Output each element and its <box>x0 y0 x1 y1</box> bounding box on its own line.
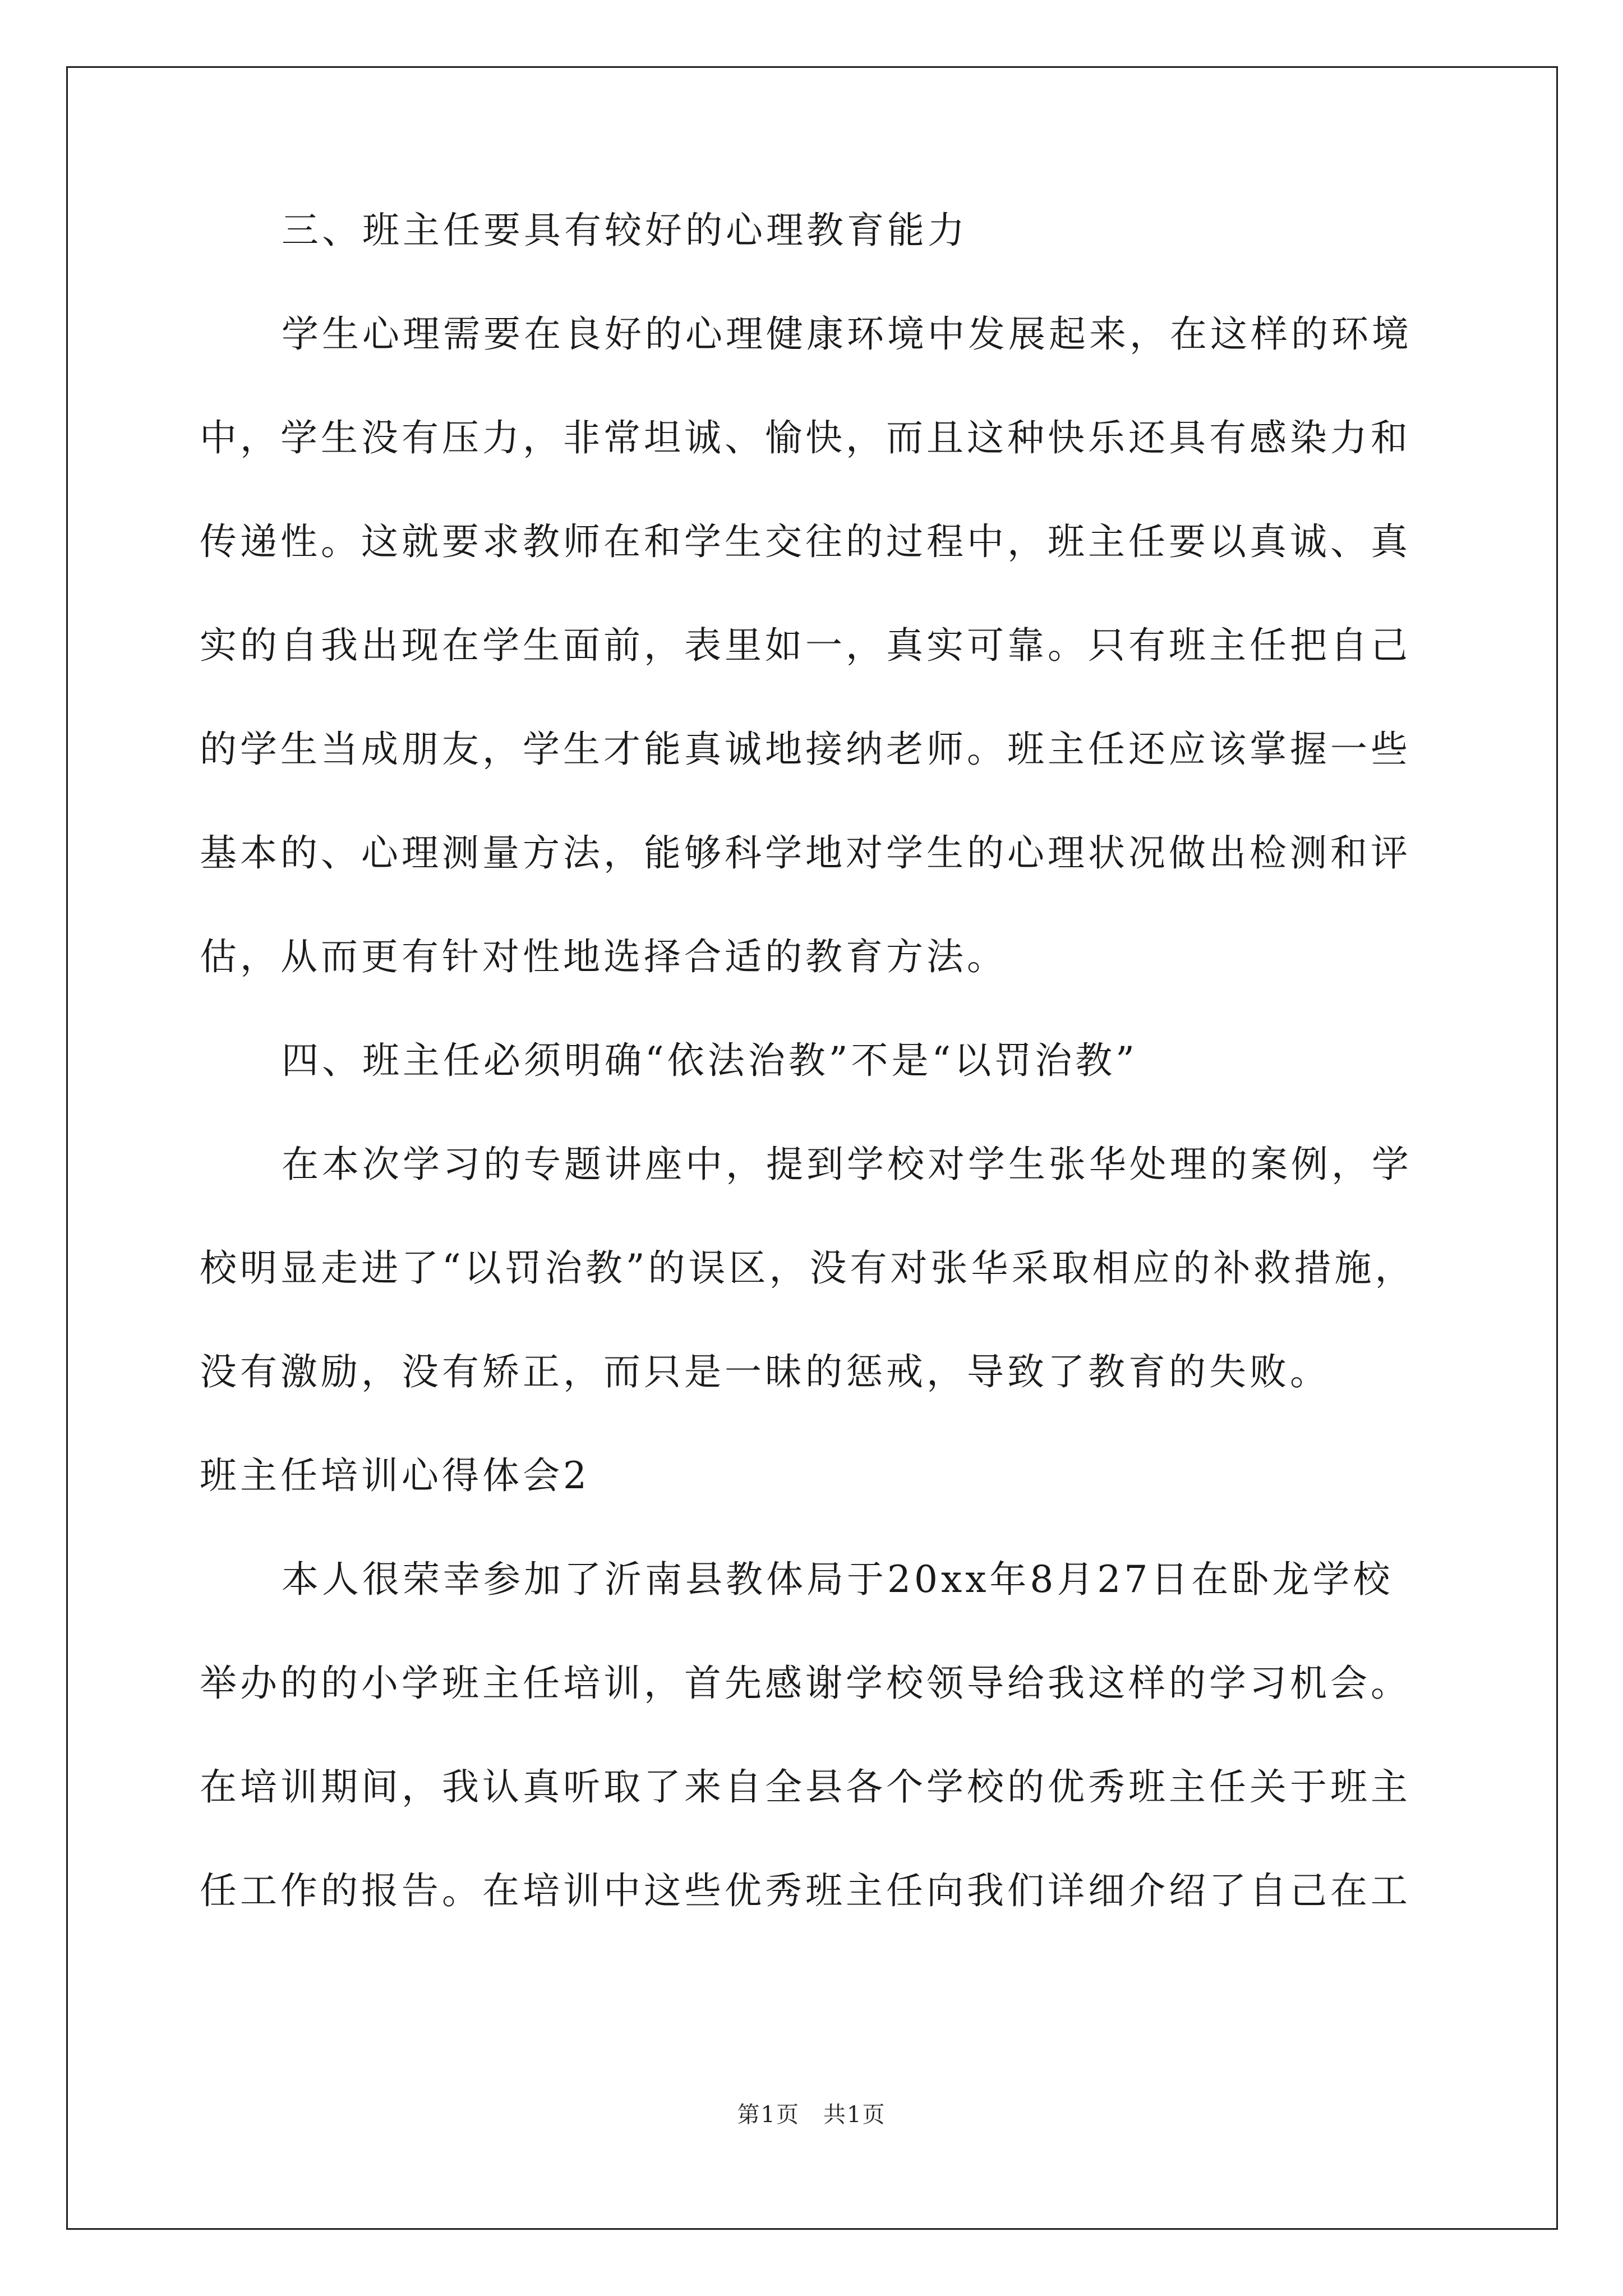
paragraph-line: 实的自我出现在学生面前，表里如一，真实可靠。只有班主任把自己 <box>200 624 1411 667</box>
section-heading-3: 三、班主任要具有较好的心理教育能力 <box>282 209 968 252</box>
paragraph-line: 校明显走进了“以罚治教”的误区，没有对张华采取相应的补救措施， <box>200 1246 1415 1290</box>
paragraph-line: 基本的、心理测量方法，能够科学地对学生的心理状况做出检测和评 <box>200 831 1411 875</box>
paragraph-line: 中，学生没有压力，非常坦诚、愉快，而且这种快乐还具有感染力和 <box>200 416 1411 459</box>
paragraph-line: 本人很荣幸参加了沂南县教体局于20xx年8月27日在卧龙学校 <box>282 1558 1394 1601</box>
paragraph-line: 举办的的小学班主任培训，首先感谢学校领导给我这样的学习机会。 <box>200 1662 1411 1705</box>
paragraph-line: 在本次学习的专题讲座中，提到学校对学生张华处理的案例，学 <box>282 1143 1412 1186</box>
paragraph-line: 估，从而更有针对性地选择合适的教育方法。 <box>200 935 1007 978</box>
paragraph-line: 在培训期间，我认真听取了来自全县各个学校的优秀班主任关于班主 <box>200 1765 1411 1809</box>
paragraph-line: 传递性。这就要求教师在和学生交往的过程中，班主任要以真诚、真 <box>200 520 1411 563</box>
paragraph-line: 学生心理需要在良好的心理健康环境中发展起来，在这样的环境 <box>282 312 1412 356</box>
page-number-footer: 第1页 共1页 <box>737 2102 886 2128</box>
paragraph-line: 没有激励，没有矫正，而只是一昧的惩戒，导致了教育的失败。 <box>200 1350 1330 1393</box>
paragraph-line: 任工作的报告。在培训中这些优秀班主任向我们详细介绍了自己在工 <box>200 1869 1411 1912</box>
article-title: 班主任培训心得体会2 <box>200 1454 590 1497</box>
section-heading-4: 四、班主任必须明确“依法治教”不是“以罚治教” <box>282 1039 1138 1082</box>
paragraph-line: 的学生当成朋友，学生才能真诚地接纳老师。班主任还应该掌握一些 <box>200 728 1411 771</box>
